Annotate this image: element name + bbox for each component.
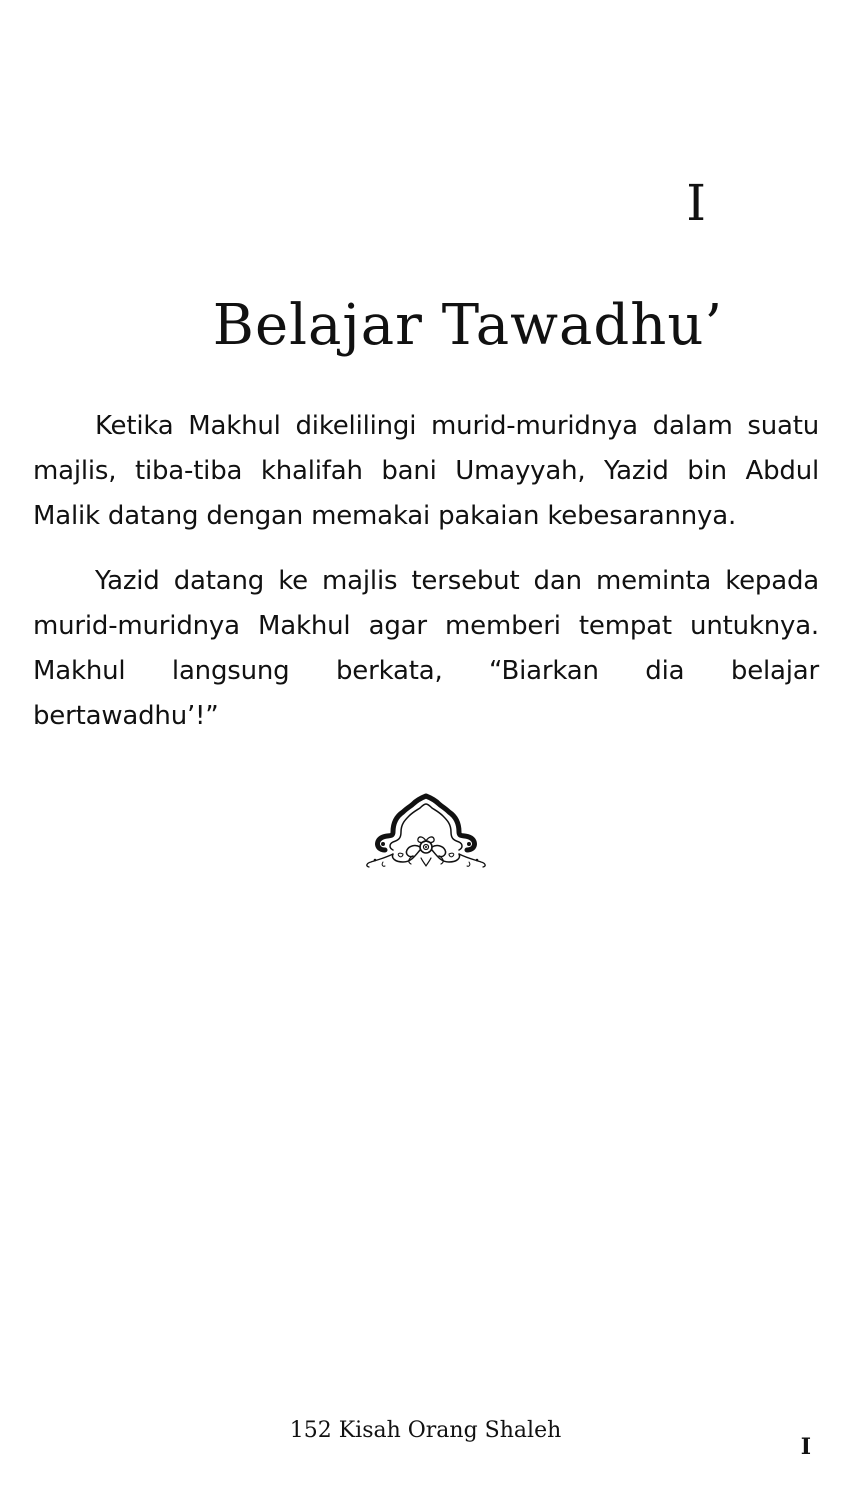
paragraph-1: Ketika Makhul dikelilingi murid-muridnya dalam suatu majlis, tiba-tiba khalifah bani Umayyah, Yazid bin Abdul Malik datang dengan memakai pakaian kebesarannya. <box>33 411 819 531</box>
body-text <box>33 404 819 759</box>
page-number: I <box>800 1434 811 1460</box>
arch-floral-ornament-icon <box>363 792 489 874</box>
chapter-title: Belajar Tawadhu’ <box>212 293 724 358</box>
footer-book-title: 152 Kisah Orang Shaleh <box>289 1418 562 1443</box>
paragraph-2: Yazid datang ke majlis tersebut dan meminta kepada murid-muridnya Makhul agar memberi tempat untuknya. Makhul langsung berkata, “Biarkan dia belajar bertawadhu’!” <box>33 566 819 731</box>
chapter-number: I <box>686 174 706 232</box>
